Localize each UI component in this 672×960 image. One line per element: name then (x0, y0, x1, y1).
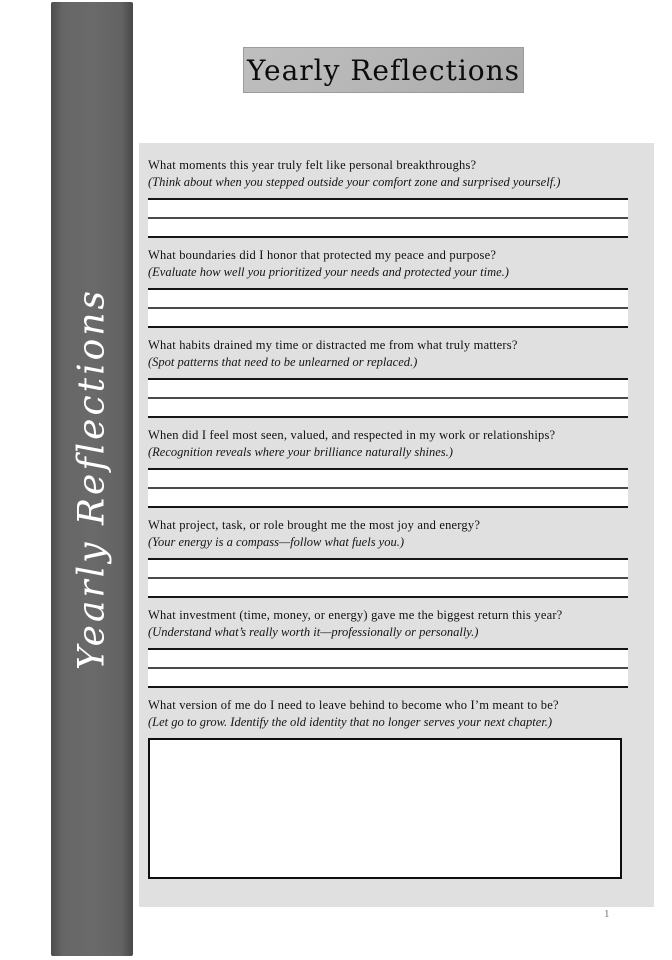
page-number: 1 (604, 908, 610, 920)
question-hint: (Recognition reveals where your brilliance naturally shines.) (148, 445, 453, 459)
sidebar-vertical-title: Yearly Reflections (71, 288, 113, 670)
question-text: What version of me do I need to leave behind to become who I’m meant to be? (148, 698, 559, 712)
question-text: What project, task, or role brought me the most joy and energy? (148, 518, 481, 532)
answer-line-row[interactable] (148, 470, 628, 487)
answer-lines[interactable] (148, 378, 628, 418)
question-section (148, 698, 628, 879)
answer-line-row[interactable] (148, 380, 628, 397)
answer-lines[interactable] (148, 558, 628, 598)
page-title: Yearly Reflections (246, 53, 521, 87)
sections-container (148, 158, 628, 879)
question-text: What habits drained my time or distracted me from what truly matters? (148, 338, 518, 352)
answer-lines[interactable] (148, 648, 628, 688)
answer-line-row[interactable] (148, 307, 628, 326)
question-hint: (Understand what’s really worth it—professionally or personally.) (148, 625, 479, 639)
question-hint: (Spot patterns that need to be unlearned or replaced.) (148, 355, 418, 369)
question-section (148, 428, 628, 508)
title-banner (243, 47, 524, 93)
question-hint: (Think about when you stepped outside your comfort zone and surprised yourself.) (148, 175, 561, 189)
question-section (148, 608, 628, 688)
answer-box[interactable] (148, 738, 622, 879)
answer-line-row[interactable] (148, 290, 628, 307)
answer-line-row[interactable] (148, 487, 628, 506)
answer-line-row[interactable] (148, 397, 628, 416)
answer-line-row[interactable] (148, 577, 628, 596)
question-hint: (Let go to grow. Identify the old identity that no longer serves your next chapter.) (148, 715, 553, 729)
answer-line-row[interactable] (148, 560, 628, 577)
question-hint: (Your energy is a compass—follow what fuels you.) (148, 535, 405, 549)
question-hint: (Evaluate how well you prioritized your needs and protected your time.) (148, 265, 509, 279)
question-text: What investment (time, money, or energy) gave me the biggest return this year? (148, 608, 563, 622)
question-text: What boundaries did I honor that protected my peace and purpose? (148, 248, 497, 262)
answer-lines[interactable] (148, 288, 628, 328)
answer-lines[interactable] (148, 198, 628, 238)
question-text: What moments this year truly felt like personal breakthroughs? (148, 158, 477, 172)
answer-line-row[interactable] (148, 200, 628, 217)
question-text: When did I feel most seen, valued, and respected in my work or relationships? (148, 428, 556, 442)
answer-line-row[interactable] (148, 650, 628, 667)
question-section (148, 158, 628, 238)
answer-line-row[interactable] (148, 217, 628, 236)
question-section (148, 248, 628, 328)
question-section (148, 338, 628, 418)
answer-line-row[interactable] (148, 667, 628, 686)
sidebar (51, 2, 133, 956)
answer-lines[interactable] (148, 468, 628, 508)
worksheet-panel (139, 143, 654, 907)
question-section (148, 518, 628, 598)
